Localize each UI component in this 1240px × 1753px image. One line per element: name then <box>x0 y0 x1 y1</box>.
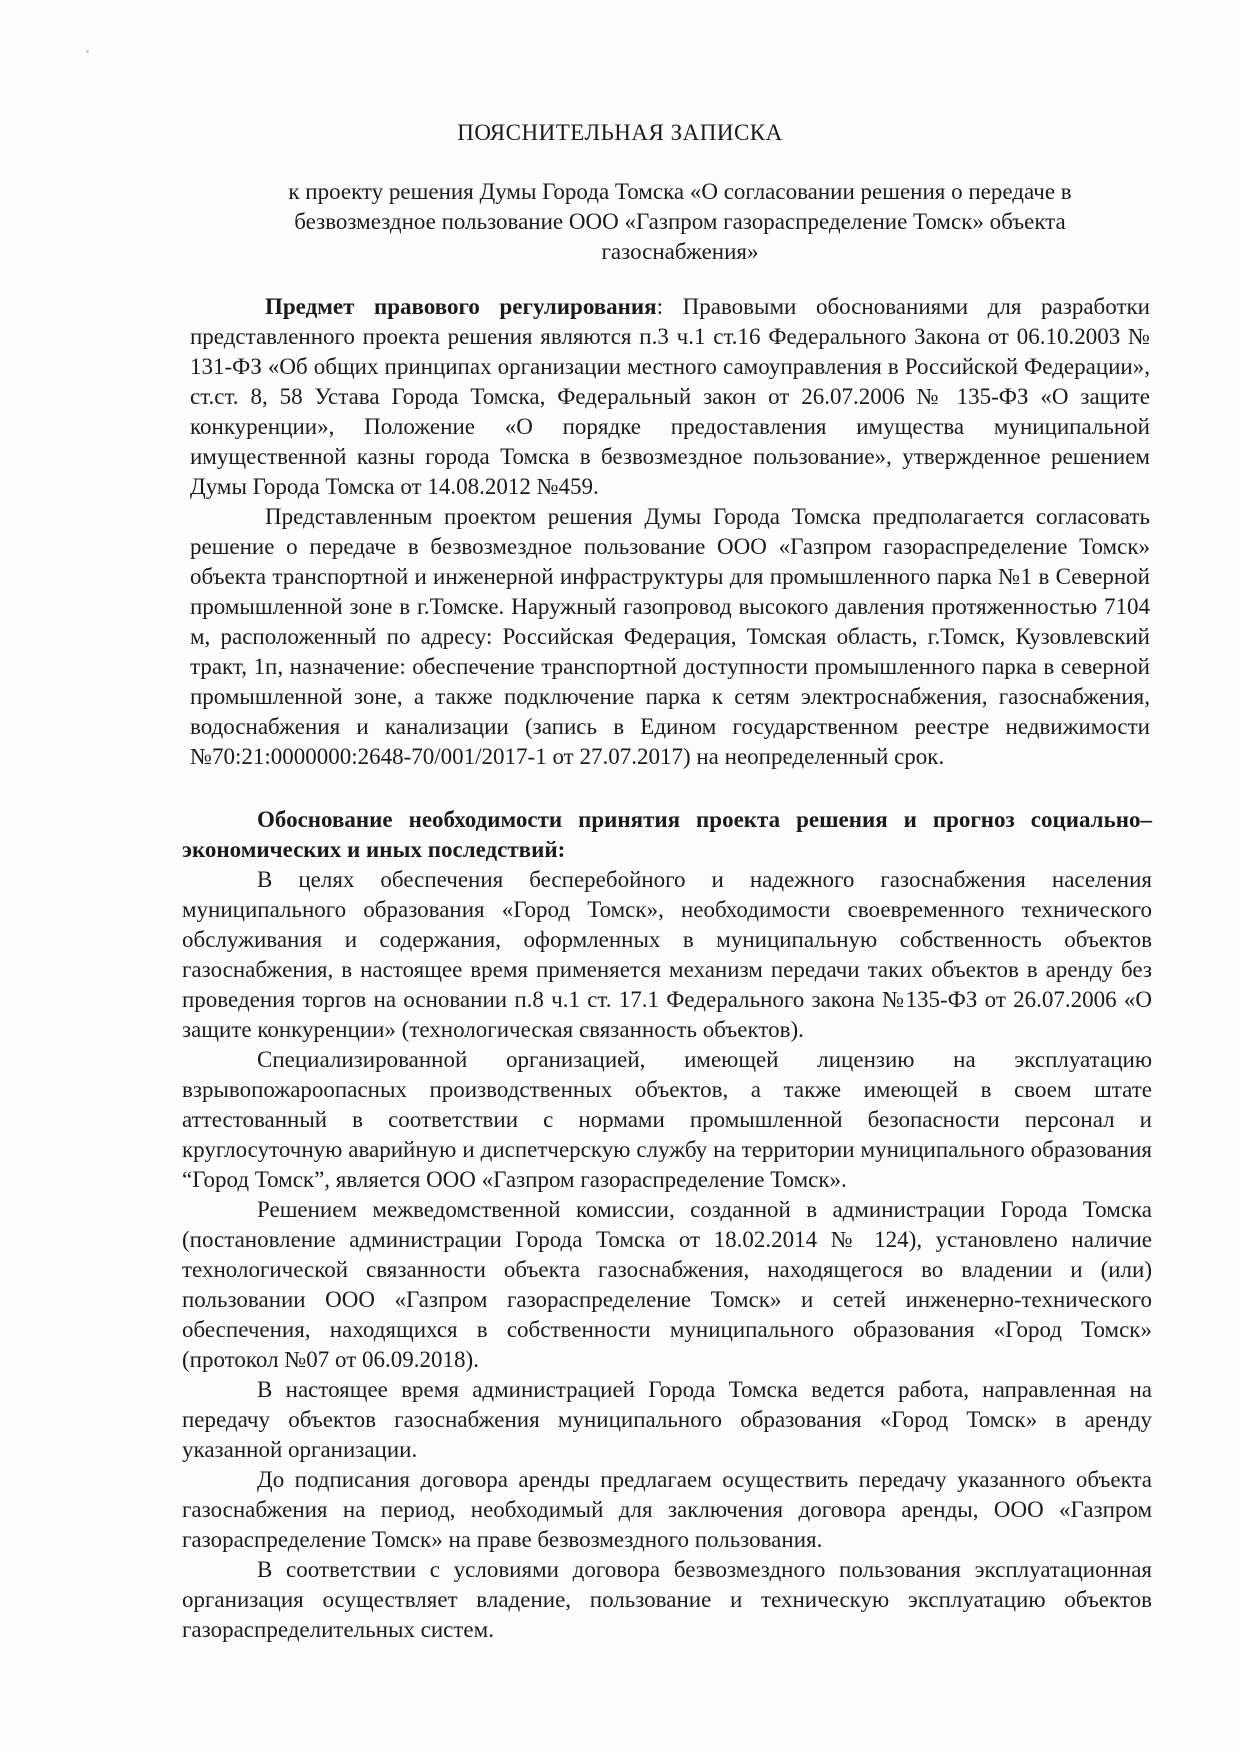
paragraph-project-description: Представленным проектом решения Думы Города Томска предполагается согласовать решение о передаче в безвозмездное пользование ООО «Газпром газораспределение Томск» объекта транспортной и инженерной инфраструктуры для промышленного парка №1 в Северной промышленной зоне в г.Томске. Наружный газопровод высокого давления протяженностью 7104 м, расположенный по адресу: Российская Федерация, Томская область, г.Томск, Кузовлевский тракт, 1п, назначение: обеспечение транспортной доступности промышленного парка в северной промышленной зоне, а также подключение парка к сетям электроснабжения, газоснабжения, водоснабжения и канализации (запись в Едином государственном реестре недвижимости №70:21:0000000:2648-70/001/2017-1 от 27.07.2017) на неопределенный срок. <box>190 504 1150 769</box>
paragraph-legal-basis-text: : Правовыми обоснованиями для разработки представленного проекта решения являются п.3 ч.1 ст.16 Федерального Закона от 06.10.2003 № 131-ФЗ «Об общих принципах организации местного самоуправления в Российской Федерации», ст.ст. 8, 58 Устава Города Томска, Федеральный закон от 26.07.2006 № 135-ФЗ «О защите конкуренции», Положение «О порядке предоставления имущества муниципальной имущественной казны города Томска в безвозмездное пользование», утвержденное решением Думы Города Томска от 14.08.2012 №459. <box>190 294 1150 499</box>
section-legal-basis <box>190 292 1150 772</box>
heading-legal-regulation: Предмет правового регулирования <box>265 294 657 319</box>
heading-justification: Обоснование необходимости принятия проекта решения и прогноз социально–экономических и иных последствий: <box>182 807 1152 862</box>
paragraph-justification-5: До подписания договора аренды предлагаем осуществить передачу указанного объекта газоснабжения на период, необходимый для заключения договора аренды, ООО «Газпром газораспределение Томск» на праве безвозмездного пользования. <box>182 1467 1152 1552</box>
paragraph-justification-2: Специализированной организацией, имеющей лицензию на эксплуатацию взрывопожароопасных производственных объектов, а также имеющей в своем штате аттестованный в соответствии с нормами промышленной безопасности персонал и круглосуточную аварийную и диспетчерскую службу на территории муниципального образования “Город Томск”, является ООО «Газпром газораспределение Томск». <box>182 1047 1152 1192</box>
section-justification <box>182 805 1152 1645</box>
document-title: ПОЯСНИТЕЛЬНАЯ ЗАПИСКА <box>457 120 783 145</box>
paragraph-legal-basis <box>190 292 1150 502</box>
document-subtitle: к проекту решения Думы Города Томска «О согласовании решения о передаче в безвозмездное пользование ООО «Газпром газораспределение Томск» объекта газоснабжения» <box>288 179 1072 264</box>
paragraph-justification-4: В настоящее время администрацией Города Томска ведется работа, направленная на передачу объектов газоснабжения муниципального образования «Город Томск» в аренду указанной организации. <box>182 1377 1152 1462</box>
scan-speck <box>86 50 89 53</box>
paragraph-justification-1: В целях обеспечения бесперебойного и надежного газоснабжения населения муниципального образования «Город Томск», необходимости своевременного технического обслуживания и содержания, оформленных в муниципальную собственность объектов газоснабжения, в настоящее время применяется механизм передачи таких объектов в аренду без проведения торгов на основании п.8 ч.1 ст. 17.1 Федерального закона №135-ФЗ от 26.07.2006 «О защите конкуренции» (технологическая связанность объектов). <box>182 867 1152 1042</box>
paragraph-justification-3: Решением межведомственной комиссии, созданной в администрации Города Томска (постановление администрации Города Томска от 18.02.2014 № 124), установлено наличие технологической связанности объекта газоснабжения, находящегося во владении и (или) пользовании ООО «Газпром газораспределение Томск» и сетей инженерно-технического обеспечения, находящихся в собственности муниципального образования «Город Томск» (протокол №07 от 06.09.2018). <box>182 1197 1152 1372</box>
paragraph-justification-6: В соответствии с условиями договора безвозмездного пользования эксплуатационная организация осуществляет владение, пользование и техническую эксплуатацию объектов газораспределительных систем. <box>182 1557 1152 1642</box>
